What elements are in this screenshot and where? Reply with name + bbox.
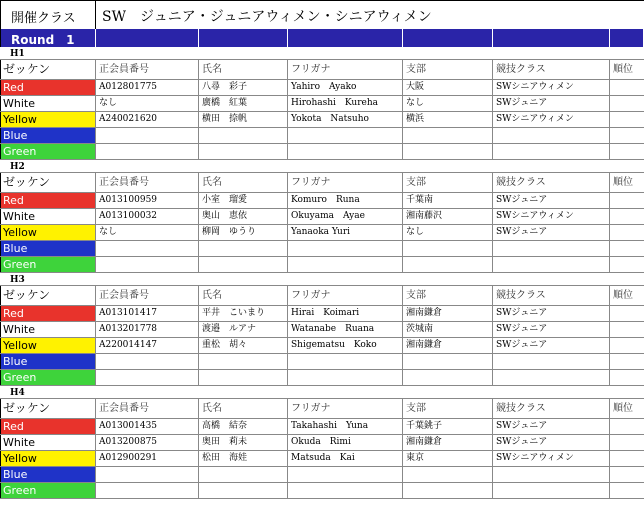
athlete-kana-cell [288,370,403,385]
table-row [0,80,644,96]
athlete-name-cell [199,144,288,159]
bib-color-cell: White [0,322,96,337]
athlete-name-cell: 廣橋 紅葉 [199,96,288,111]
branch-cell: 大阪 [403,80,493,95]
rank-cell [610,96,644,111]
athlete-kana-cell [288,467,403,482]
bib-color-cell: Green [0,370,96,385]
athlete-kana-cell [288,257,403,272]
branch-cell [403,370,493,385]
athlete-name-cell [199,128,288,143]
rank-cell [610,322,644,337]
bib-color-cell: White [0,209,96,224]
table-row [0,225,644,241]
member-number-cell [96,241,199,256]
rank-cell [610,435,644,450]
table-row [0,419,644,435]
bib-color-cell: White [0,96,96,111]
round-bar-cell [96,29,199,47]
branch-cell [403,241,493,256]
table-row [0,322,644,338]
column-header: ゼッケン [0,173,96,192]
branch-cell: 湘南藤沢 [403,209,493,224]
athlete-name-cell [199,467,288,482]
competition-class-cell: SWジュニア [493,96,610,111]
branch-cell [403,354,493,369]
round-bar-cell [403,29,493,47]
column-header: 正会員番号 [96,286,199,305]
bib-color-cell: Yellow [0,338,96,353]
athlete-kana-cell [288,483,403,498]
competition-class-cell [493,483,610,498]
branch-cell: 茨城南 [403,322,493,337]
rank-cell [610,241,644,256]
athlete-name-cell: 横田 捺帆 [199,112,288,127]
table-row [0,435,644,451]
bib-color-cell: Green [0,257,96,272]
round-bar-cell [199,29,288,47]
round-bar-cell [610,29,644,47]
heat-label: H4 [0,387,644,399]
column-header-row [0,173,644,193]
bib-color-cell: Blue [0,128,96,143]
athlete-kana-cell: Okuda Rimi [288,435,403,450]
bib-color-cell: Yellow [0,451,96,466]
rank-cell [610,209,644,224]
athlete-kana-cell: Yokota Natsuho [288,112,403,127]
bib-color-cell: Blue [0,354,96,369]
athlete-name-cell [199,241,288,256]
branch-cell: 横浜 [403,112,493,127]
table-row [0,209,644,225]
athlete-name-cell [199,354,288,369]
rank-cell [610,257,644,272]
column-header: 支部 [403,60,493,79]
bib-color-cell: Blue [0,241,96,256]
table-row [0,338,644,354]
bib-color-cell: White [0,435,96,450]
member-number-cell: なし [96,96,199,111]
member-number-cell: A013001435 [96,419,199,434]
competition-class-cell: SWジュニア [493,322,610,337]
member-number-cell [96,370,199,385]
column-header: フリガナ [288,60,403,79]
athlete-kana-cell [288,144,403,159]
heat-block [0,48,644,160]
competition-class-cell: SWジュニア [493,338,610,353]
competition-class-cell: SWジュニア [493,306,610,321]
rank-cell [610,370,644,385]
member-number-cell: A013200875 [96,435,199,450]
athlete-name-cell [199,483,288,498]
branch-cell [403,467,493,482]
athlete-kana-cell: Hirohashi Kureha [288,96,403,111]
bib-color-cell: Green [0,144,96,159]
column-header: 順位 [613,177,633,188]
table-row [0,354,644,370]
rank-cell [610,338,644,353]
column-header: 順位 [613,64,633,75]
competition-class-cell [493,354,610,369]
column-header: 氏名 [199,399,288,418]
competition-class-cell: SWジュニア [493,225,610,240]
branch-cell: 湘南鎌倉 [403,338,493,353]
column-header: 順位 [613,290,633,301]
athlete-name-cell: 渡邉 ルアナ [199,322,288,337]
member-number-cell: A013100032 [96,209,199,224]
member-number-cell: A013201778 [96,322,199,337]
athlete-name-cell: 柳岡 ゆうり [199,225,288,240]
athlete-name-cell: 奥田 莉未 [199,435,288,450]
table-row [0,370,644,386]
table-row [0,483,644,499]
competition-class-cell: SWシニアウィメン [493,451,610,466]
column-header: 順位 [613,403,633,414]
athlete-kana-cell: Hirai Koimari [288,306,403,321]
competition-class-cell: SWシニアウィメン [493,112,610,127]
member-number-cell [96,128,199,143]
event-class-label: 開催クラス [0,1,96,29]
branch-cell: なし [403,96,493,111]
column-header: 支部 [403,173,493,192]
member-number-cell: A240021620 [96,112,199,127]
member-number-cell [96,257,199,272]
round-bar-cell [493,29,610,47]
bib-color-cell: Yellow [0,112,96,127]
rank-cell [610,80,644,95]
column-header: 競技クラス [493,173,610,192]
athlete-kana-cell: Matsuda Kai [288,451,403,466]
branch-cell: 千葉南 [403,193,493,208]
heat-label: H3 [0,274,644,286]
competition-class-cell: SWジュニア [493,193,610,208]
branch-cell: 湘南鎌倉 [403,435,493,450]
table-row [0,306,644,322]
bib-color-cell: Green [0,483,96,498]
member-number-cell: A012900291 [96,451,199,466]
competition-class-cell [493,370,610,385]
athlete-kana-cell: Yahiro Ayako [288,80,403,95]
member-number-cell: A012801775 [96,80,199,95]
column-header: 競技クラス [493,399,610,418]
branch-cell [403,483,493,498]
round-bar-cell [288,29,403,47]
column-header: 競技クラス [493,286,610,305]
column-header: フリガナ [288,286,403,305]
rank-cell [610,306,644,321]
column-header: ゼッケン [0,60,96,79]
member-number-cell [96,144,199,159]
branch-cell [403,128,493,143]
athlete-name-cell: 平井 こいまり [199,306,288,321]
column-header: ゼッケン [0,399,96,418]
athlete-kana-cell [288,128,403,143]
bib-color-cell: Red [0,80,96,95]
round-label: Round 1 [0,29,96,47]
athlete-kana-cell: Shigematsu Koko [288,338,403,353]
competition-class-cell [493,144,610,159]
round-bar [0,29,644,47]
rank-cell [610,193,644,208]
athlete-name-cell: 小室 瑠愛 [199,193,288,208]
column-header-row [0,399,644,419]
column-header: 正会員番号 [96,60,199,79]
rank-cell [610,112,644,127]
heat-block [0,161,644,273]
branch-cell: なし [403,225,493,240]
athlete-kana-cell [288,241,403,256]
competition-class-cell: SWシニアウィメン [493,80,610,95]
athlete-kana-cell: Takahashi Yuna [288,419,403,434]
column-header-row [0,286,644,306]
competition-class-cell [493,241,610,256]
column-header-row [0,60,644,80]
heat-block [0,274,644,386]
rank-cell [610,225,644,240]
athlete-name-cell: 八尋 彩子 [199,80,288,95]
table-row [0,96,644,112]
member-number-cell: A013100959 [96,193,199,208]
column-header: 支部 [403,399,493,418]
column-header: 正会員番号 [96,173,199,192]
column-header: 氏名 [199,286,288,305]
bib-color-cell: Red [0,306,96,321]
branch-cell: 湘南鎌倉 [403,306,493,321]
member-number-cell: A220014147 [96,338,199,353]
event-class-bar [0,0,644,30]
rank-cell [610,354,644,369]
rank-cell [610,419,644,434]
column-header: フリガナ [288,173,403,192]
athlete-name-cell [199,370,288,385]
table-row [0,112,644,128]
athlete-kana-cell: Yanaoka Yuri [288,225,403,240]
member-number-cell [96,483,199,498]
bib-color-cell: Red [0,419,96,434]
heat-block [0,387,644,499]
heat-label: H1 [0,48,644,60]
member-number-cell: なし [96,225,199,240]
column-header: 支部 [403,286,493,305]
bib-color-cell: Yellow [0,225,96,240]
athlete-kana-cell: Komuro Runa [288,193,403,208]
column-header: フリガナ [288,399,403,418]
athlete-name-cell: 重松 胡々 [199,338,288,353]
competition-class-cell: SWジュニア [493,435,610,450]
athlete-kana-cell: Watanabe Ruana [288,322,403,337]
table-row [0,241,644,257]
table-row [0,257,644,273]
rank-cell [610,128,644,143]
competition-class-cell [493,128,610,143]
bib-color-cell: Red [0,193,96,208]
branch-cell: 千葉銚子 [403,419,493,434]
bib-color-cell: Blue [0,467,96,482]
branch-cell [403,257,493,272]
table-row [0,193,644,209]
column-header: 氏名 [199,173,288,192]
heat-label: H2 [0,161,644,173]
table-row [0,467,644,483]
rank-cell [610,451,644,466]
competition-class-cell: SWジュニア [493,419,610,434]
athlete-name-cell [199,257,288,272]
column-header: ゼッケン [0,286,96,305]
table-row [0,451,644,467]
member-number-cell [96,467,199,482]
branch-cell: 東京 [403,451,493,466]
athlete-name-cell: 高橋 結奈 [199,419,288,434]
column-header: 氏名 [199,60,288,79]
athlete-kana-cell: Okuyama Ayae [288,209,403,224]
member-number-cell: A013101417 [96,306,199,321]
athlete-name-cell: 松田 海娃 [199,451,288,466]
column-header: 正会員番号 [96,399,199,418]
member-number-cell [96,354,199,369]
competition-class-cell [493,257,610,272]
table-row [0,144,644,160]
event-class-value: SW ジュニア・ジュニアウィメン・シニアウィメン [102,9,432,25]
athlete-name-cell: 奥山 恵依 [199,209,288,224]
rank-cell [610,144,644,159]
rank-cell [610,483,644,498]
athlete-kana-cell [288,354,403,369]
competition-class-cell: SWシニアウィメン [493,209,610,224]
rank-cell [610,467,644,482]
competition-class-cell [493,467,610,482]
branch-cell [403,144,493,159]
table-row [0,128,644,144]
column-header: 競技クラス [493,60,610,79]
